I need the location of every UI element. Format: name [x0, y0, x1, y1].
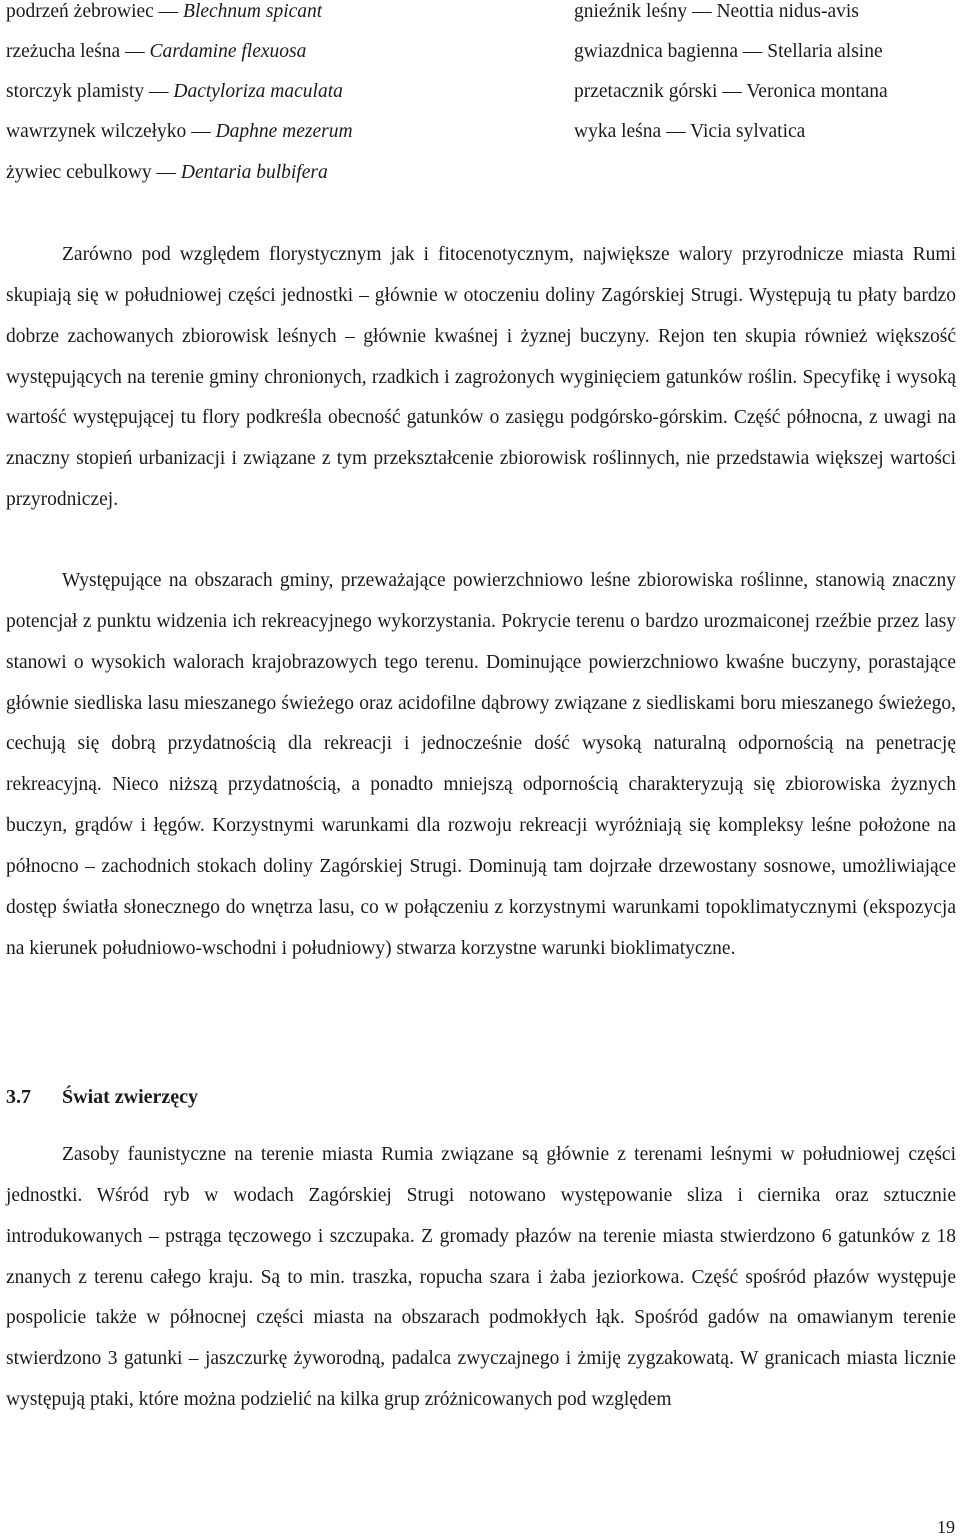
body-paragraph — [6, 235, 956, 521]
species-entry — [6, 0, 322, 24]
species-separator: — — [120, 41, 150, 62]
species-entry — [6, 40, 306, 64]
species-entry — [574, 0, 859, 24]
paragraph-text: Zarówno pod względem florystycznym jak i fitocenotycznym, największe walory przyrodnicze miasta Rumi skupiają się w południowej części jednostki – głównie w otoczeniu doliny Zagórskiej Strugi. Występują tu płaty bardzo dobrze zachowanych zbiorowisk leśnych – głównie kwaśnej i żyznej buczyny. Rejon ten skupia również większość występujących na terenie gminy chronionych, rzadkich i zagrożonych wyginięciem gatunków roślin. Specyfikę i wysoką wartość występującej tu flory podkreśla obecność gatunków o zasięgu podgórsko-górskim. Część północna, z uwagi na znaczny stopień urbanizacji i związane z tym przekształcenie zbiorowisk roślinnych, nie przedstawia większej wartości przyrodniczej. — [6, 244, 956, 511]
species-latin-name: Cardamine flexuosa — [149, 41, 307, 62]
paragraph-text: Zasoby faunistyczne na terenie miasta Rumia związane są głównie z terenami leśnymi w południowej części jednostki. Wśród ryb w wodach Zagórskiej Strugi notowano występowanie sliza i ciernika oraz sztucznie introdukowanych – pstrąga tęczowego i szczupaka. Z gromady płazów na terenie miasta stwierdzono 6 gatunków z 18 znanych z terenu całego kraju. Są to min. traszka, ropucha szara i żaba jeziorkowa. Część spośród płazów występuje pospolicie także w północnej części miasta na obszarach podmokłych łąk. Spośród gadów na omawianym terenie stwierdzono 3 gatunki – jaszczurkę żyworodną, padalca zwyczajnego i żmiję zygzakowatą. W granicach miasta licznie występują ptaki, które można podzielić na kilka grup zróżnicowanych pod względem — [6, 1144, 956, 1411]
species-common-name: storczyk plamisty — [6, 81, 145, 102]
species-separator: — — [151, 162, 181, 183]
species-separator: — — [661, 121, 691, 142]
species-entry — [6, 80, 343, 104]
species-common-name: gnieźnik leśny — [574, 1, 688, 22]
species-entry — [574, 40, 883, 64]
species-latin-name: Daphne mezerum — [215, 121, 353, 142]
body-paragraph — [6, 1135, 956, 1421]
species-latin-name: Neottia nidus-avis — [716, 1, 859, 22]
species-separator: — — [738, 41, 768, 62]
page-number: 19 — [937, 1517, 955, 1537]
species-entry — [6, 120, 353, 144]
species-common-name: wawrzynek wilczełyko — [6, 121, 187, 142]
species-latin-name: Veronica montana — [746, 81, 888, 102]
species-entry — [574, 80, 888, 104]
species-list — [6, 0, 956, 200]
species-separator: — — [144, 81, 174, 102]
section-number: 3.7 — [6, 1086, 31, 1108]
paragraph-text: Występujące na obszarach gminy, przeważające powierzchniowo leśne zbiorowiska roślinne, stanowią znaczny potencjał z punktu widzenia ich rekreacyjnego wykorzystania. Pokrycie terenu o bardzo urozmaiconej rzeźbie przez lasy stanowi o wysokich walorach krajobrazowych tego terenu. Dominujące powierzchniowo kwaśne buczyny, porastające głównie siedliska lasu mieszanego świeżego oraz acidofilne dąbrowy związane z siedliskami boru mieszanego świeżego, cechują się dobrą przydatnością dla rekreacji i jednocześnie dość wysoką naturalną odpornością na penetrację rekreacyjną. Nieco niższą przydatnością, a ponadto mniejszą odpornością charakteryzują się zbiorowiska żyznych buczyn, grądów i łęgów. Korzystnymi warunkami dla rozwoju rekreacji wyróżniają się kompleksy leśne położone na północno – zachodnich stokach doliny Zagórskiej Strugi. Dominują tam dojrzałe drzewostany sosnowe, umożliwiające dostęp światła słonecznego do wnętrza lasu, co w połączeniu z korzystnymi warunkami topoklimatycznymi (ekspozycja na kierunek południowo-wschodni i południowy) stwarza korzystne warunki bioklimatyczne. — [6, 570, 956, 959]
species-separator: — — [186, 121, 216, 142]
body-paragraph — [6, 561, 956, 969]
species-common-name: rzeżucha leśna — [6, 41, 121, 62]
species-latin-name: Blechnum spicant — [183, 1, 323, 22]
section-title: Świat zwierzęcy — [62, 1086, 199, 1108]
species-entry — [6, 161, 328, 185]
species-separator: — — [717, 81, 747, 102]
species-separator: — — [687, 1, 717, 22]
species-common-name: podrzeń żebrowiec — [6, 1, 154, 22]
species-latin-name: Stellaria alsine — [767, 41, 883, 62]
species-entry — [574, 120, 805, 144]
species-latin-name: Dentaria bulbifera — [180, 162, 328, 183]
section-heading — [6, 1084, 198, 1110]
species-common-name: żywiec cebulkowy — [6, 162, 152, 183]
species-latin-name: Dactyloriza maculata — [173, 81, 343, 102]
species-common-name: wyka leśna — [574, 121, 662, 142]
species-latin-name: Vicia sylvatica — [690, 121, 806, 142]
species-common-name: gwiazdnica bagienna — [574, 41, 739, 62]
species-common-name: przetacznik górski — [574, 81, 718, 102]
species-separator: — — [153, 1, 184, 22]
